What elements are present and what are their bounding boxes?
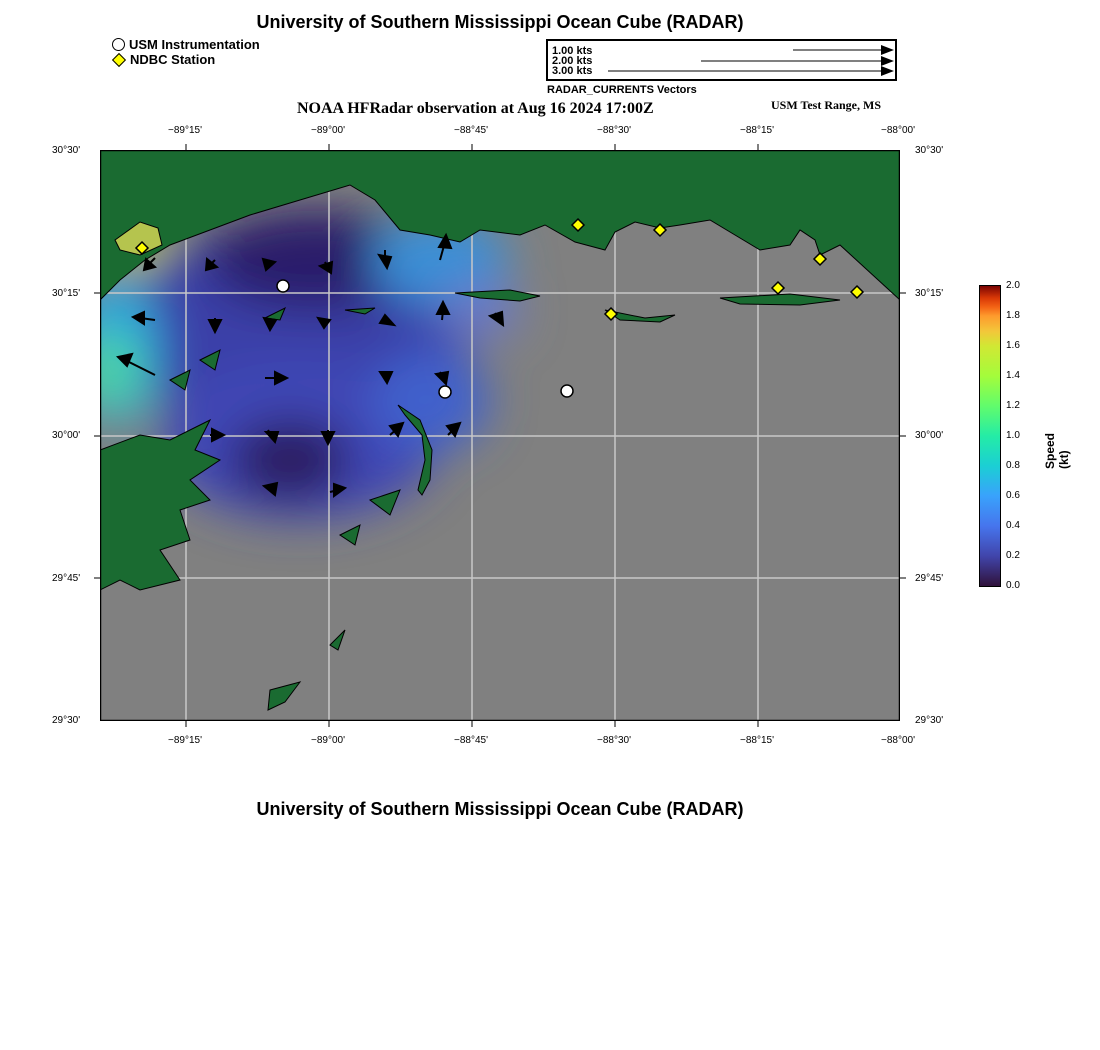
range-label: USM Test Range, MS <box>771 98 882 112</box>
lon-tick-top-5: −88°15' <box>740 125 774 136</box>
vector-label-2: 2.00 kts <box>552 55 593 67</box>
lon-tick-top-2: −89°00' <box>311 125 345 136</box>
legend-ndbc-label: NDBC Station <box>130 52 216 67</box>
lon-tick-top-4: −88°30' <box>597 125 631 136</box>
colorbar-tick: 0.6 <box>1006 490 1020 501</box>
lon-tick-bottom-3: −88°45' <box>454 735 488 746</box>
colorbar-tick: 1.4 <box>1006 370 1020 381</box>
colorbar-tick: 2.0 <box>1006 280 1020 291</box>
vector-label-3: 3.00 kts <box>552 65 593 77</box>
colorbar-ticks <box>1001 280 1041 592</box>
colorbar-tick: 1.0 <box>1006 430 1020 441</box>
lon-tick-bottom-6: −88°00' <box>881 735 915 746</box>
lat-tick-right-4: 29°45' <box>915 573 944 584</box>
colorbar-label: Speed (kt) <box>1043 432 1071 469</box>
vector-scale-box <box>546 39 897 81</box>
frame-ticks <box>94 144 906 727</box>
legend-usm-label: USM Instrumentation <box>129 37 260 52</box>
lat-tick-left-1: 30°30' <box>52 145 81 156</box>
ndbc-diamond-icon <box>112 52 126 66</box>
lon-tick-top-1: −89°15' <box>168 125 202 136</box>
vector-scale-arrows <box>548 41 895 79</box>
colorbar-tick: 0.4 <box>1006 520 1020 531</box>
colorbar-tick: 0.2 <box>1006 550 1020 561</box>
page-title-top: University of Southern Mississippi Ocean Cube (RADAR) <box>256 12 744 32</box>
lat-tick-right-3: 30°00' <box>915 430 944 441</box>
lon-tick-bottom-2: −89°00' <box>311 735 345 746</box>
vector-label-1: 1.00 kts <box>552 45 593 57</box>
page-title-bottom: University of Southern Mississippi Ocean Cube (RADAR) <box>256 799 744 819</box>
legend-ndbc-row <box>112 52 260 67</box>
colorbar-tick: 1.8 <box>1006 310 1020 321</box>
lon-tick-bottom-4: −88°30' <box>597 735 631 746</box>
colorbar-tick: 0.0 <box>1006 580 1020 591</box>
lon-tick-bottom-5: −88°15' <box>740 735 774 746</box>
lat-tick-left-2: 30°15' <box>52 288 81 299</box>
speed-colorbar <box>979 285 1001 587</box>
map-subtitle: NOAA HFRadar observation at Aug 16 2024 17:00Z <box>297 100 654 117</box>
colorbar-tick: 0.8 <box>1006 460 1020 471</box>
colorbar-tick: 1.6 <box>1006 340 1020 351</box>
lat-tick-left-4: 29°45' <box>52 573 81 584</box>
lat-tick-left-5: 29°30' <box>52 715 81 726</box>
legend-usm-row <box>112 37 260 52</box>
colorbar-tick: 1.2 <box>1006 400 1020 411</box>
lat-tick-right-2: 30°15' <box>915 288 944 299</box>
lon-tick-top-6: −88°00' <box>881 125 915 136</box>
vector-scale-caption: RADAR_CURRENTS Vectors <box>547 84 697 96</box>
lat-tick-right-5: 29°30' <box>915 715 944 726</box>
lon-tick-top-3: −88°45' <box>454 125 488 136</box>
usm-circle-icon <box>112 38 125 51</box>
symbol-legend <box>112 37 260 67</box>
lon-tick-bottom-1: −89°15' <box>168 735 202 746</box>
lat-tick-right-1: 30°30' <box>915 145 944 156</box>
lat-tick-left-3: 30°00' <box>52 430 81 441</box>
